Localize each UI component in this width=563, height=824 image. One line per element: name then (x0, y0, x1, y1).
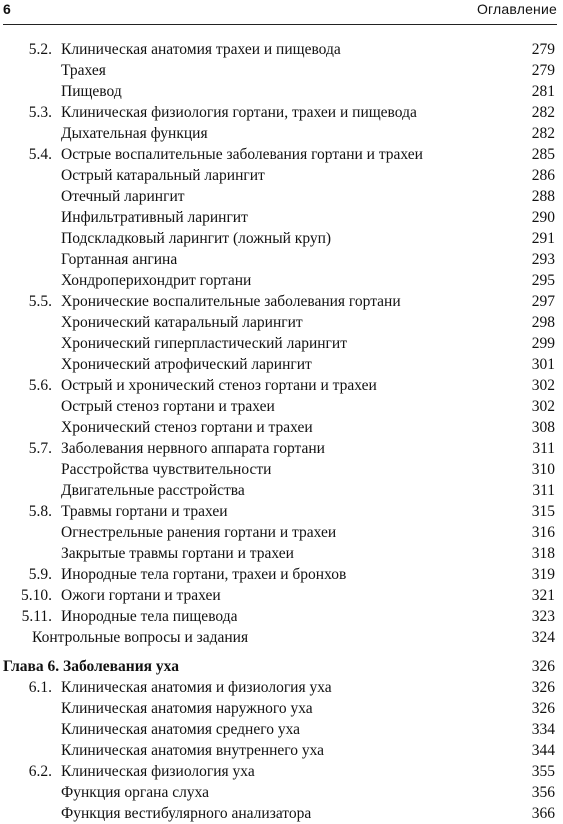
toc-entry-title: Хронический гиперпластический ларингит (61, 335, 347, 352)
toc-entry-title: Огнестрельные ранения гортани и трахеи (61, 524, 337, 541)
toc-entry[interactable] (0, 585, 563, 606)
toc-entry-page: 295 (531, 272, 555, 289)
toc-entry-title: Травмы гортани и трахеи (61, 503, 228, 520)
toc-entry-page: 301 (531, 356, 555, 373)
toc-entry-page: 323 (531, 608, 555, 625)
toc-entry[interactable] (0, 165, 563, 186)
toc-entry-title: Хондроперихондрит гортани (61, 272, 252, 289)
toc-entry-page: 285 (531, 146, 555, 163)
toc-entry-page: 334 (531, 721, 555, 738)
toc-entry-title: Острый стеноз гортани и трахеи (61, 398, 275, 415)
toc-chapter-entry[interactable] (0, 656, 563, 677)
toc-entry-number: 5.9. (28, 566, 52, 583)
toc-entry[interactable] (0, 144, 563, 165)
toc-entry-title: Трахея (61, 62, 106, 79)
toc-entry-page: 324 (531, 629, 555, 646)
toc-entry-page: 318 (531, 545, 555, 562)
toc-entry[interactable] (0, 249, 563, 270)
toc-entry-number: 5.10. (21, 587, 52, 604)
toc-entry[interactable] (0, 740, 563, 761)
toc-entry-number: 6.2. (28, 763, 52, 780)
toc-entry[interactable] (0, 291, 563, 312)
page-header (3, 0, 557, 25)
toc-entry-page: 302 (531, 398, 555, 415)
toc-entry-title: Клиническая анатомия наружного уха (61, 700, 313, 717)
toc-entry-number: 5.6. (28, 377, 52, 394)
toc-entry-title: Инфильтративный ларингит (61, 209, 248, 226)
toc-entry-title: Расстройства чувствительности (61, 461, 272, 478)
toc-entry[interactable] (0, 123, 563, 144)
toc-entry-page: 326 (531, 679, 555, 696)
toc-entry[interactable] (0, 81, 563, 102)
toc-entry-title: Хронический стеноз гортани и трахеи (61, 419, 313, 436)
toc-entry-page: 319 (531, 566, 555, 583)
toc-entry-page: 310 (531, 461, 555, 478)
toc-entry-title: Клиническая анатомия среднего уха (61, 721, 301, 738)
toc-entry-page: 308 (531, 419, 555, 436)
toc-entry-title: Острые воспалительные заболевания гортани и трахеи (61, 146, 423, 163)
toc-entry-title: Глава 6. Заболевания уха (3, 658, 179, 675)
page-number: 6 (3, 1, 11, 17)
toc-entry[interactable] (0, 312, 563, 333)
toc-entry[interactable] (0, 782, 563, 803)
toc-entry[interactable] (0, 459, 563, 480)
toc-entry-page: 291 (531, 230, 555, 247)
toc-entry-number: 5.3. (28, 104, 52, 121)
toc-entry-page: 298 (531, 314, 555, 331)
toc-entry[interactable] (0, 677, 563, 698)
toc-entry-page: 282 (531, 104, 555, 121)
toc-entry[interactable] (0, 606, 563, 627)
toc-entry-page: 344 (531, 742, 555, 759)
toc-entry[interactable] (0, 60, 563, 81)
toc-entry-number: 5.11. (21, 608, 52, 625)
toc-entry[interactable] (0, 39, 563, 60)
toc-entry-title: Подскладковый ларингит (ложный круп) (61, 230, 332, 247)
toc-entry-title: Острый и хронический стеноз гортани и трахеи (61, 377, 377, 394)
toc-entry[interactable] (0, 186, 563, 207)
toc-entry-number: 5.2. (28, 41, 52, 58)
toc-entry[interactable] (0, 761, 563, 782)
toc-entry-number: 5.7. (28, 440, 52, 457)
toc-entry[interactable] (0, 354, 563, 375)
toc-entry-page: 356 (531, 784, 555, 801)
toc-entry-title: Клиническая физиология уха (61, 763, 255, 780)
toc-entry[interactable] (0, 228, 563, 249)
toc-entry-page: 293 (531, 251, 555, 268)
toc-entry[interactable] (0, 417, 563, 438)
toc-entry-number: 6.1. (28, 679, 52, 696)
toc-entry-title: Пищевод (61, 83, 122, 100)
toc-entry[interactable] (0, 543, 563, 564)
toc-entry-title: Хронический атрофический ларингит (61, 356, 312, 373)
toc-entry-title: Функция вестибулярного анализатора (61, 805, 312, 822)
toc-entry-title: Дыхательная функция (61, 125, 208, 142)
toc-entry-page: 297 (531, 293, 555, 310)
toc-entry-page: 282 (531, 125, 555, 142)
toc-entry-title: Хронический катаральный ларингит (61, 314, 303, 331)
toc-entry-page: 286 (531, 167, 555, 184)
toc-entry[interactable] (0, 333, 563, 354)
toc-entry[interactable] (0, 564, 563, 585)
toc-entry-page: 326 (531, 658, 555, 675)
toc-entry-title: Контрольные вопросы и задания (32, 629, 249, 646)
toc-entry-title: Закрытые травмы гортани и трахеи (61, 545, 294, 562)
toc-entry-number: 5.8. (28, 503, 52, 520)
toc-entry-page: 355 (531, 763, 555, 780)
toc-entry-title: Инородные тела гортани, трахеи и бронхов (61, 566, 347, 583)
toc-entry-page: 321 (531, 587, 555, 604)
toc-entry-title: Клиническая физиология гортани, трахеи и пищевода (61, 104, 417, 121)
toc-entry-title: Функция органа слуха (61, 784, 209, 801)
toc-entry[interactable] (0, 270, 563, 291)
toc-entry-title: Хронические воспалительные заболевания гортани (61, 293, 401, 310)
toc-entry-title: Двигательные расстройства (61, 482, 245, 499)
running-title: Оглавление (476, 1, 557, 17)
toc-entry-title: Гортанная ангина (61, 251, 178, 268)
toc-entry-title: Клиническая анатомия трахеи и пищевода (61, 41, 341, 58)
table-of-contents (0, 39, 563, 824)
toc-entry-page: 316 (531, 524, 555, 541)
toc-entry[interactable] (0, 719, 563, 740)
toc-entry-page: 315 (531, 503, 555, 520)
toc-entry-title: Клиническая анатомия внутреннего уха (61, 742, 325, 759)
toc-entry-page: 366 (531, 805, 555, 822)
toc-entry-page: 299 (531, 335, 555, 352)
toc-entry-title: Клиническая анатомия и физиология уха (61, 679, 332, 696)
toc-entry[interactable] (0, 803, 563, 824)
toc-entry[interactable] (0, 480, 563, 501)
toc-entry[interactable] (0, 102, 563, 123)
toc-entry-page: 311 (532, 440, 555, 457)
toc-entry[interactable] (0, 438, 563, 459)
toc-entry-page: 326 (531, 700, 555, 717)
toc-entry-title: Отечный ларингит (61, 188, 185, 205)
toc-entry-page: 311 (532, 482, 555, 499)
toc-entry-page: 290 (531, 209, 555, 226)
toc-entry-page: 302 (531, 377, 555, 394)
toc-entry[interactable] (0, 396, 563, 417)
toc-entry[interactable] (0, 501, 563, 522)
toc-entry-page: 279 (531, 62, 555, 79)
toc-entry[interactable] (0, 522, 563, 543)
toc-entry-number: 5.4. (28, 146, 52, 163)
toc-entry-title: Инородные тела пищевода (61, 608, 238, 625)
toc-entry-title: Ожоги гортани и трахеи (61, 587, 221, 604)
toc-entry[interactable] (0, 375, 563, 396)
toc-entry-title: Острый катаральный ларингит (61, 167, 265, 184)
toc-entry-title: Заболевания нервного аппарата гортани (61, 440, 325, 457)
toc-entry[interactable] (0, 698, 563, 719)
toc-entry-number: 5.5. (28, 293, 52, 310)
toc-entry-page: 288 (531, 188, 555, 205)
toc-entry-page: 279 (531, 41, 555, 58)
toc-entry-page: 281 (531, 83, 555, 100)
chapter-gap (0, 648, 563, 656)
toc-entry[interactable] (0, 627, 563, 648)
toc-entry[interactable] (0, 207, 563, 228)
